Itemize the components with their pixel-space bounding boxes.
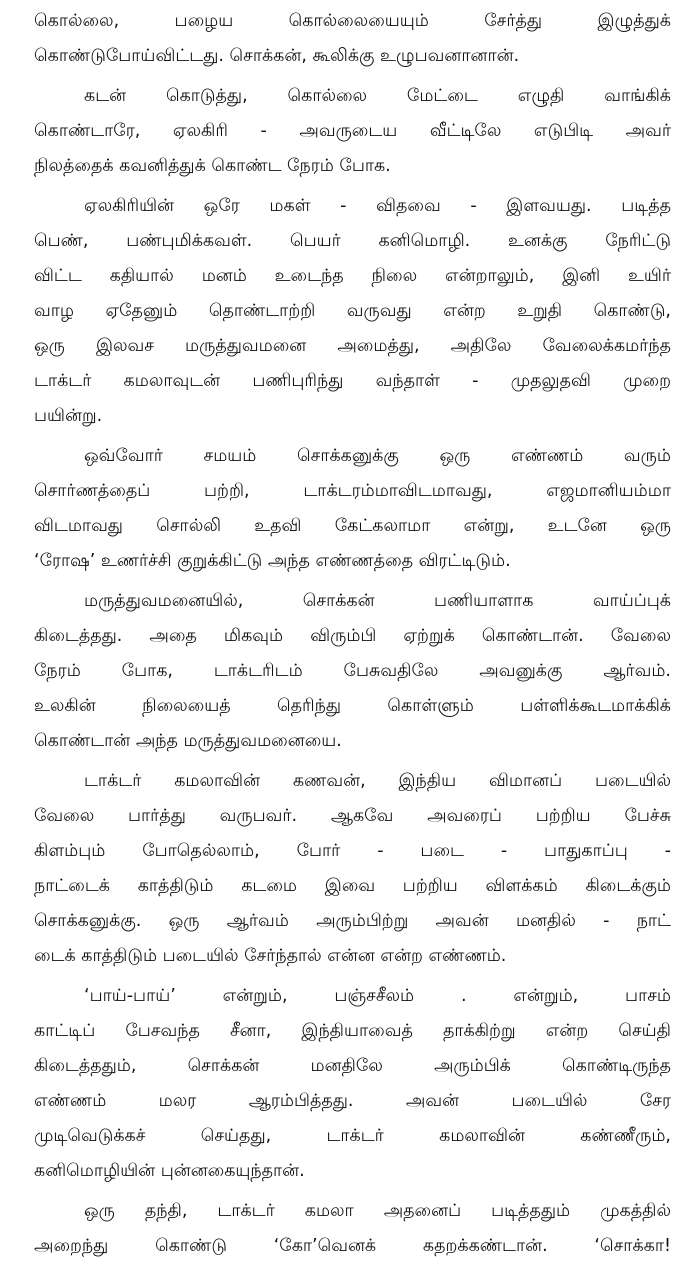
text-line: முடிவெடுக்கச் செய்தது, டாக்டர் கமலாவின் கண்ணீரும், xyxy=(34,1126,671,1146)
text-line: அறைந்து கொண்டு ‘கோ’வெனக் கதறக்கண்டான். ‘சொக்கா! xyxy=(34,1236,671,1256)
text-line: சொக்கனுக்கு. ஒரு ஆர்வம் அரும்பிற்று அவன் மனதில் - நாட் xyxy=(34,911,671,931)
text-line: ஒரு தந்தி, டாக்டர் கமலா அதனைப் படித்ததும் முகத்தில் xyxy=(84,1201,671,1221)
text-line: கொண்டாரே, ஏலகிரி - அவருடைய வீட்டிலே எடுபிடி அவர் xyxy=(34,121,671,141)
text-line: வேலை பார்த்து வருபவர். ஆகவே அவரைப் பற்றிய பேச்சு xyxy=(34,806,671,826)
text-line: ஒரு இலவச மருத்துவமனை அமைத்து, அதிலே வேலைக்கமர்ந்த xyxy=(34,336,671,356)
paragraph-4 xyxy=(34,439,671,579)
text-line: டாக்டர் கமலாவுடன் பணிபுரிந்து வந்தாள் - முதலுதவி முறை xyxy=(34,371,671,391)
text-line: நேரம் போக, டாக்டரிடம் பேசுவதிலே அவனுக்கு ஆர்வம். xyxy=(34,661,671,681)
text-line: கிடைத்தது. அதை மிகவும் விரும்பி ஏற்றுக் கொண்டான். வேலை xyxy=(34,626,671,646)
text-line: வாழ ஏதேனும் தொண்டாற்றி வருவது என்ற உறுதி கொண்டு, xyxy=(34,301,671,321)
text-line: கடன் கொடுத்து, கொல்லை மேட்டை எழுதி வாங்கிக் xyxy=(84,86,671,106)
text-line: கொண்டான் அந்த மருத்துவமனையை. xyxy=(34,731,342,751)
text-line: ஒவ்வோர் சமயம் சொக்கனுக்கு ஒரு எண்ணம் வரும் xyxy=(84,446,671,466)
text-line: டாக்டர் கமலாவின் கணவன், இந்திய விமானப் படையில் xyxy=(84,771,671,791)
text-line: மருத்துவமனையில், சொக்கன் பணியாளாக வாய்ப்புக் xyxy=(84,591,671,611)
text-line: கொண்டுபோய்விட்டது. சொக்கன், கூலிக்கு உழுபவனானான். xyxy=(34,46,520,66)
text-line: ‘பாய்-பாய்’ என்றும், பஞ்சசீலம் . என்றும், பாசம் xyxy=(84,986,671,1006)
text-line: கனிமொழியின் புன்னகையுந்தான். xyxy=(34,1161,305,1181)
text-line: விட்ட கதியால் மனம் உடைந்த நிலை என்றாலும், இனி உயிர் xyxy=(34,266,671,286)
text-line: ‘ரோஷ’ உணர்ச்சி குறுக்கிட்டு அந்த எண்ணத்தை விரட்டிடும். xyxy=(34,551,511,571)
paragraph-3 xyxy=(34,189,671,434)
text-line: கொல்லை, பழைய கொல்லையையும் சேர்த்து இழுத்துக் xyxy=(34,11,671,31)
text-line: விடமாவது சொல்லி உதவி கேட்கலாமா என்று, உடனே ஒரு xyxy=(34,516,671,536)
paragraph-7 xyxy=(34,979,671,1189)
text-line: நாட்டைக் காத்திடும் கடமை இவை பற்றிய விளக்கம் கிடைக்கும் xyxy=(34,876,671,896)
text-line: டைக் காத்திடும் படையில் சேர்ந்தால் என்ன என்ற எண்ணம். xyxy=(34,946,507,966)
text-line: காட்டிப் பேசவந்த சீனா, இந்தியாவைத் தாக்கிற்று என்ற செய்தி xyxy=(34,1021,671,1041)
text-line: பயின்று. xyxy=(34,406,103,426)
text-line: நிலத்தைக் கவனித்துக் கொண்ட நேரம் போக. xyxy=(34,156,391,176)
paragraph-5 xyxy=(34,584,671,759)
paragraph-8 xyxy=(34,1194,671,1264)
paragraph-1 xyxy=(34,4,671,74)
text-line: உலகின் நிலையைத் தெரிந்து கொள்ளும் பள்ளிக்கூடமாக்கிக் xyxy=(34,696,671,716)
paragraph-2 xyxy=(34,79,671,184)
text-line: ஏலகிரியின் ஒரே மகள் - விதவை - இளவயது. படித்த xyxy=(84,196,671,216)
text-line: கிடைத்ததும், சொக்கன் மனதிலே அரும்பிக் கொண்டிருந்த xyxy=(34,1056,671,1076)
text-line: கிளம்பும் போதெல்லாம், போர் - படை - பாதுகாப்பு - xyxy=(34,841,671,861)
text-line: சொர்ணத்தைப் பற்றி, டாக்டரம்மாவிடமாவது, எஜமானியம்மா xyxy=(34,481,671,501)
paragraph-6 xyxy=(34,764,671,974)
text-line: பெண், பண்புமிக்கவள். பெயர் கனிமொழி. உனக்கு நேரிட்டு xyxy=(34,231,671,251)
text-line: எண்ணம் மலர ஆரம்பித்தது. அவன் படையில் சேர xyxy=(34,1091,671,1111)
